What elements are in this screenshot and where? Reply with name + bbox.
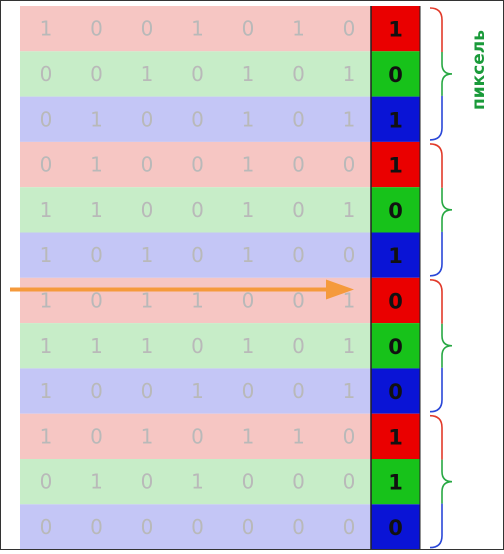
faded-bit: 1 — [90, 107, 103, 132]
faded-bit: 0 — [39, 107, 53, 132]
bit-row — [20, 459, 420, 504]
faded-bit: 0 — [90, 288, 103, 313]
bit-row — [20, 6, 420, 51]
value-bit: 1 — [388, 470, 403, 495]
brace-segment — [442, 324, 452, 368]
pixel-brace — [430, 416, 452, 548]
faded-bit: 0 — [292, 514, 305, 539]
faded-bit: 1 — [241, 197, 255, 222]
value-bit: 1 — [388, 108, 403, 133]
faded-bit: 0 — [292, 469, 305, 494]
faded-bit: 1 — [140, 243, 154, 268]
brace-segment — [442, 460, 452, 504]
faded-bit: 0 — [191, 197, 204, 222]
brace-segment — [430, 416, 442, 460]
faded-bit: 1 — [241, 333, 255, 358]
faded-bit: 0 — [241, 288, 255, 313]
faded-bit: 0 — [191, 243, 204, 268]
bit-row — [20, 233, 420, 278]
faded-bit: 1 — [39, 424, 53, 449]
bit-row — [20, 51, 420, 96]
faded-bit: 0 — [140, 107, 154, 132]
faded-bit: 0 — [90, 61, 103, 86]
faded-bit: 1 — [241, 107, 255, 132]
faded-bit: 1 — [191, 379, 204, 404]
bit-row — [20, 278, 420, 323]
faded-bit: 0 — [39, 469, 53, 494]
faded-bit: 1 — [191, 469, 204, 494]
faded-bit: 0 — [342, 152, 356, 177]
faded-bit: 0 — [191, 152, 204, 177]
faded-bit: 0 — [90, 379, 103, 404]
value-bit: 1 — [388, 153, 403, 178]
faded-bit: 1 — [342, 288, 356, 313]
faded-bit: 0 — [191, 107, 204, 132]
pixel-brace — [430, 8, 452, 140]
brace-segment — [430, 232, 442, 276]
faded-bit: 1 — [140, 61, 154, 86]
faded-bit: 1 — [241, 152, 255, 177]
faded-bit: 1 — [90, 469, 103, 494]
faded-bit: 0 — [90, 424, 103, 449]
faded-bit: 1 — [191, 288, 204, 313]
brace-segment — [442, 188, 452, 232]
faded-bit: 0 — [90, 16, 103, 41]
bit-row — [20, 97, 420, 142]
faded-bit: 1 — [342, 61, 356, 86]
faded-bit: 1 — [39, 379, 53, 404]
faded-bit: 1 — [191, 16, 204, 41]
value-bit: 0 — [388, 334, 403, 359]
faded-bit: 0 — [140, 152, 154, 177]
faded-bit: 0 — [241, 469, 255, 494]
faded-bit: 0 — [292, 61, 305, 86]
faded-bit: 0 — [90, 243, 103, 268]
faded-bit: 0 — [342, 514, 356, 539]
faded-bit: 0 — [292, 379, 305, 404]
faded-bit: 0 — [292, 107, 305, 132]
faded-bit: 0 — [191, 61, 204, 86]
faded-bit: 0 — [342, 243, 356, 268]
faded-bit: 0 — [140, 514, 154, 539]
faded-bit: 0 — [191, 424, 204, 449]
faded-bit: 1 — [342, 333, 356, 358]
pixel-brace — [430, 144, 452, 276]
faded-bit: 0 — [292, 152, 305, 177]
faded-bit: 0 — [342, 16, 356, 41]
faded-bit: 1 — [90, 152, 103, 177]
bit-row — [20, 142, 420, 187]
faded-bit: 0 — [140, 379, 154, 404]
faded-bit: 0 — [241, 379, 255, 404]
value-bit: 0 — [388, 198, 403, 223]
pixel-label: пиксель — [469, 29, 489, 111]
faded-bit: 1 — [292, 16, 305, 41]
faded-bit: 1 — [241, 61, 255, 86]
value-bit: 1 — [388, 244, 403, 269]
bit-row — [20, 414, 420, 459]
pixel-brace — [430, 280, 452, 412]
bit-row — [20, 504, 420, 549]
faded-bit: 1 — [39, 243, 53, 268]
faded-bit: 0 — [140, 197, 154, 222]
faded-bit: 0 — [241, 16, 255, 41]
faded-bit: 1 — [342, 197, 356, 222]
faded-bit: 0 — [342, 469, 356, 494]
brace-segment — [430, 144, 442, 188]
faded-bit: 1 — [90, 197, 103, 222]
faded-bit: 0 — [39, 514, 53, 539]
brace-segment — [430, 96, 442, 140]
faded-bit: 0 — [292, 197, 305, 222]
brace-segment — [430, 280, 442, 324]
faded-bit: 1 — [292, 424, 305, 449]
faded-bit: 1 — [342, 379, 356, 404]
bit-row — [20, 368, 420, 413]
faded-bit: 0 — [191, 514, 204, 539]
faded-bit: 0 — [191, 333, 204, 358]
faded-bit: 0 — [39, 61, 53, 86]
faded-bit: 0 — [292, 333, 305, 358]
value-bit: 1 — [388, 17, 403, 42]
faded-bit: 1 — [39, 288, 53, 313]
brace-segment — [430, 504, 442, 548]
bit-row — [20, 187, 420, 232]
faded-bit: 0 — [292, 288, 305, 313]
brace-segment — [442, 52, 452, 96]
faded-bit: 1 — [90, 333, 103, 358]
faded-bit: 0 — [140, 16, 154, 41]
faded-bit: 0 — [241, 514, 255, 539]
faded-bit: 1 — [140, 288, 154, 313]
faded-bit: 1 — [140, 333, 154, 358]
value-bit: 1 — [388, 425, 403, 450]
faded-bit: 0 — [292, 243, 305, 268]
value-bit: 0 — [388, 380, 403, 405]
faded-bit: 0 — [140, 469, 154, 494]
faded-bit: 0 — [342, 424, 356, 449]
value-bit: 0 — [388, 289, 403, 314]
faded-bit: 1 — [140, 424, 154, 449]
value-bit: 0 — [388, 62, 403, 87]
faded-bit: 1 — [342, 107, 356, 132]
value-bit: 0 — [388, 515, 403, 540]
brace-segment — [430, 8, 442, 52]
faded-bit: 1 — [241, 424, 255, 449]
faded-bit: 0 — [39, 152, 53, 177]
bit-row — [20, 323, 420, 368]
faded-bit: 1 — [241, 243, 255, 268]
faded-bit: 1 — [39, 197, 53, 222]
faded-bit: 1 — [39, 16, 53, 41]
faded-bit: 1 — [39, 333, 53, 358]
faded-bit: 0 — [90, 514, 103, 539]
brace-segment — [430, 368, 442, 412]
